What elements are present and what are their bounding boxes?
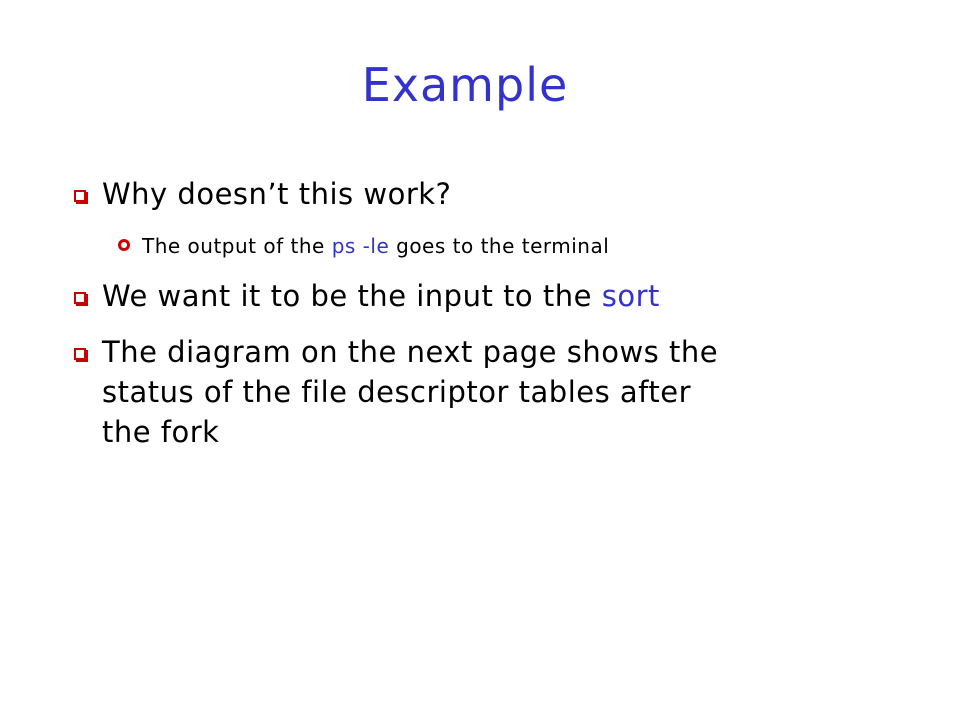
text-segment: We want it to be the input to the [102,279,602,313]
square-bullet-icon [74,292,86,304]
bullet-text-line: status of the file descriptor tables after [102,375,692,409]
bullet-text-line: the fork [102,415,220,449]
square-bullet-icon [74,348,86,360]
command-highlight: ps -le [331,234,390,258]
text-segment: The output of the [142,234,332,258]
text-segment: goes to the terminal [389,234,610,258]
command-highlight: sort [601,279,660,313]
square-bullet-icon [74,190,86,202]
sub-bullet-text [142,234,609,258]
slide-title: Example [361,58,569,112]
bullet-text-line: The diagram on the next page shows the [102,335,719,369]
bullet-text [102,278,660,315]
circle-bullet-icon [118,239,130,251]
bullet-text: Why doesn’t this work? [102,177,452,211]
